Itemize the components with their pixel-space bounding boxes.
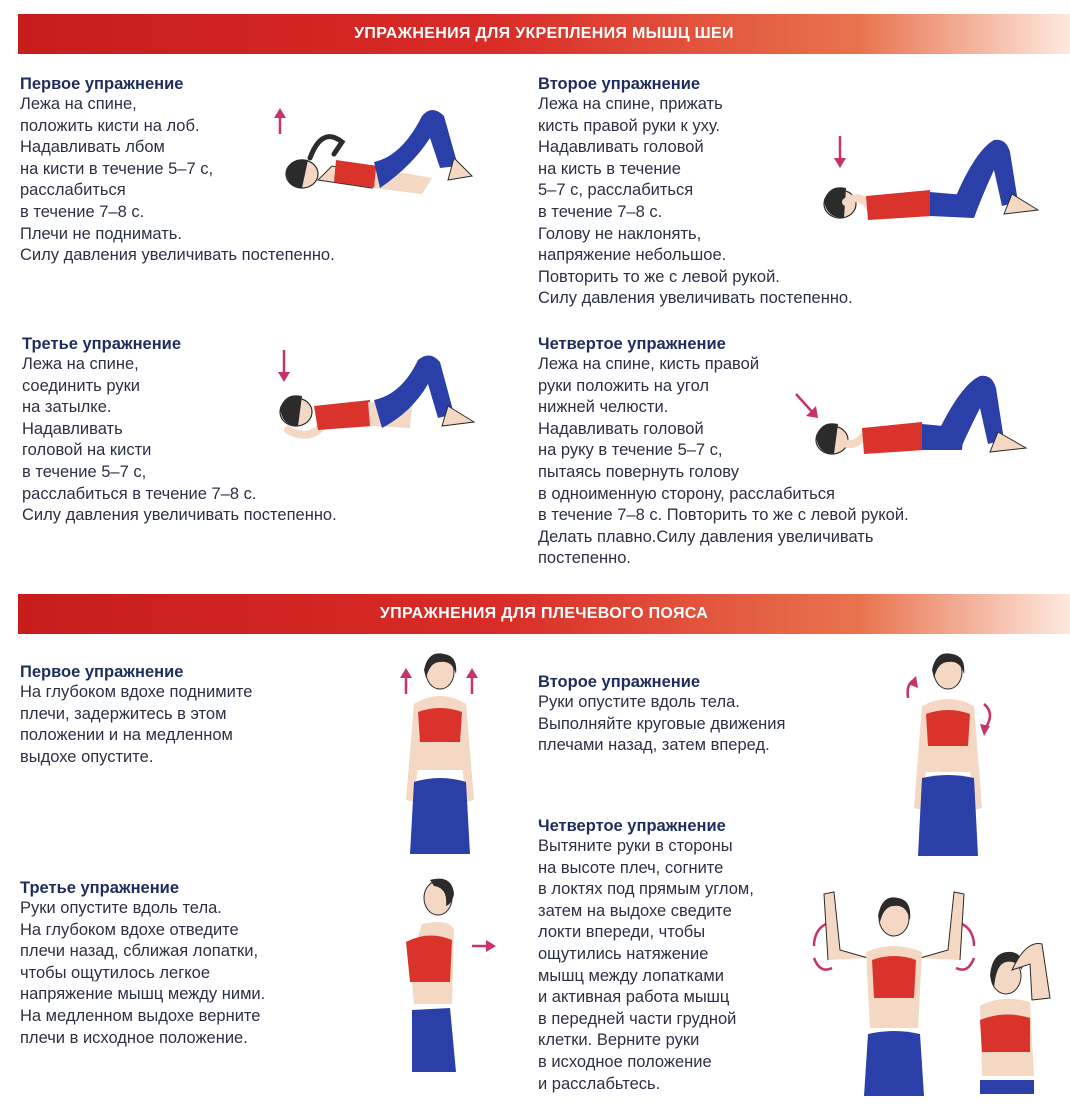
text-line: Лежа на спине, кисть правой [538, 355, 760, 373]
standing-figure-shoulder-raise [392, 650, 492, 855]
text-line: на руку в течение 5–7 с, [538, 441, 723, 460]
section-banner-shoulder [18, 594, 1070, 634]
text-line: Повторить то же с левой рукой. [538, 267, 780, 286]
exercise-title: Второе упражнение [538, 75, 701, 93]
text-line: затем на выдохе сведите [538, 901, 732, 920]
text-line: Силу давления увеличивать постепенно. [22, 506, 337, 525]
text-line: положении и на медленном [20, 726, 233, 745]
text-line: мышц между лопатками [538, 966, 724, 985]
text-line: плечи назад, сближая лопатки, [20, 942, 259, 961]
exercise-text [538, 692, 785, 757]
standing-figure-elbows-bent [810, 888, 980, 1098]
text-line: кисть правой руки к уху. [538, 116, 721, 135]
text-line: в течение 7–8 с. [538, 202, 663, 221]
text-line: Надавливать головой [538, 138, 704, 157]
exercise-title: Первое упражнение [20, 663, 184, 681]
text-line: Вытяните руки в стороны [538, 837, 733, 855]
text-line: На глубоком вдохе поднимите [20, 683, 253, 701]
text-line: Руки опустите вдоль тела. [538, 693, 740, 711]
text-line: Делать плавно.Силу давления увеличивать [538, 527, 874, 546]
shoulder-exercise-4 [538, 816, 754, 1095]
text-line: Надавливать лбом [20, 138, 165, 157]
text-line: соединить руки [22, 376, 141, 395]
lying-figure-hand-on-ear [806, 130, 1046, 240]
text-line: на кисти в течение 5–7 с, [20, 159, 214, 178]
text-line: Силу давления увеличивать постепенно. [538, 289, 853, 308]
standing-figure-side-view [392, 874, 502, 1074]
text-line: выдохе опустите. [20, 747, 154, 766]
text-line: расслабиться [20, 181, 126, 200]
text-line: на высоте плеч, согните [538, 858, 724, 877]
text-line: Лежа на спине, [22, 355, 139, 373]
exercise-title: Третье упражнение [22, 335, 181, 353]
standing-figure-elbows-together [972, 936, 1062, 1096]
text-line: напряжение небольшое. [538, 246, 727, 265]
text-line: постепенно. [538, 549, 632, 568]
exercise-title: Четвертое упражнение [538, 817, 726, 835]
text-line: Голову не наклонять, [538, 224, 702, 243]
text-line: локти впереди, чтобы [538, 923, 706, 942]
text-line: плечи в исходное положение. [20, 1028, 248, 1047]
text-line: Силу давления увеличивать постепенно. [20, 246, 335, 265]
text-line: На глубоком вдохе отведите [20, 920, 239, 939]
text-line: в течение 7–8 с. [20, 202, 145, 221]
text-line: расслабиться в течение 7–8 с. [22, 484, 257, 503]
text-line: плечами назад, затем вперед. [538, 736, 770, 755]
text-line: Лежа на спине, прижать [538, 95, 723, 113]
text-line: на кисть в течение [538, 159, 681, 178]
lying-figure-hands-behind-head [262, 346, 492, 446]
text-line: в течение 5–7 с, [22, 462, 147, 481]
text-line: ощутились натяжение [538, 944, 709, 963]
text-line: в одноименную сторону, расслабиться [538, 484, 835, 503]
text-line: и расслабьтесь. [538, 1074, 661, 1093]
shoulder-exercise-1 [20, 662, 252, 768]
text-line: напряжение мышц между ними. [20, 985, 266, 1004]
text-line: в исходное положение [538, 1052, 712, 1071]
section-title-neck: УПРАЖНЕНИЯ ДЛЯ УКРЕПЛЕНИЯ МЫШЦ ШЕИ [354, 25, 734, 42]
standing-figure-shoulder-circles [900, 648, 1000, 858]
shoulder-exercise-3 [20, 878, 265, 1049]
text-line: клетки. Верните руки [538, 1031, 700, 1050]
exercise-title: Первое упражнение [20, 75, 184, 93]
lying-figure-hand-on-jaw [790, 370, 1040, 470]
section-title-shoulder: УПРАЖНЕНИЯ ДЛЯ ПЛЕЧЕВОГО ПОЯСА [379, 605, 709, 622]
text-line: нижней челюсти. [538, 398, 669, 417]
text-line: в передней части грудной [538, 1009, 737, 1028]
exercise-text [538, 836, 754, 1095]
exercise-title: Четвертое упражнение [538, 335, 726, 353]
exercise-text [20, 682, 252, 768]
text-line: 5–7 с, расслабиться [538, 181, 694, 200]
text-line: Лежа на спине, [20, 95, 137, 113]
text-line: Надавливать [22, 419, 123, 438]
text-line: На медленном выдохе верните [20, 1006, 261, 1025]
text-line: Руки опустите вдоль тела. [20, 899, 222, 917]
text-line: в течение 7–8 с. Повторить то же с левой рукой. [538, 506, 909, 525]
text-line: пытаясь повернуть голову [538, 462, 739, 481]
text-line: Надавливать головой [538, 419, 704, 438]
section-banner-neck [18, 14, 1070, 54]
text-line: на затылке. [22, 398, 112, 417]
exercise-text [20, 898, 265, 1049]
text-line: плечи, задержитесь в этом [20, 704, 227, 723]
lying-figure-hands-on-forehead [262, 96, 492, 206]
text-line: Выполняйте круговые движения [538, 714, 786, 733]
text-line: чтобы ощутилось легкое [20, 963, 210, 982]
text-line: руки положить на угол [538, 376, 710, 395]
text-line: и активная работа мышц [538, 988, 730, 1007]
shoulder-exercise-2 [538, 672, 785, 757]
exercise-title: Третье упражнение [20, 879, 179, 897]
text-line: Плечи не поднимать. [20, 224, 182, 243]
text-line: головой на кисти [22, 441, 152, 460]
text-line: положить кисти на лоб. [20, 116, 200, 135]
text-line: в локтях под прямым углом, [538, 880, 754, 899]
exercise-title: Второе упражнение [538, 673, 701, 691]
